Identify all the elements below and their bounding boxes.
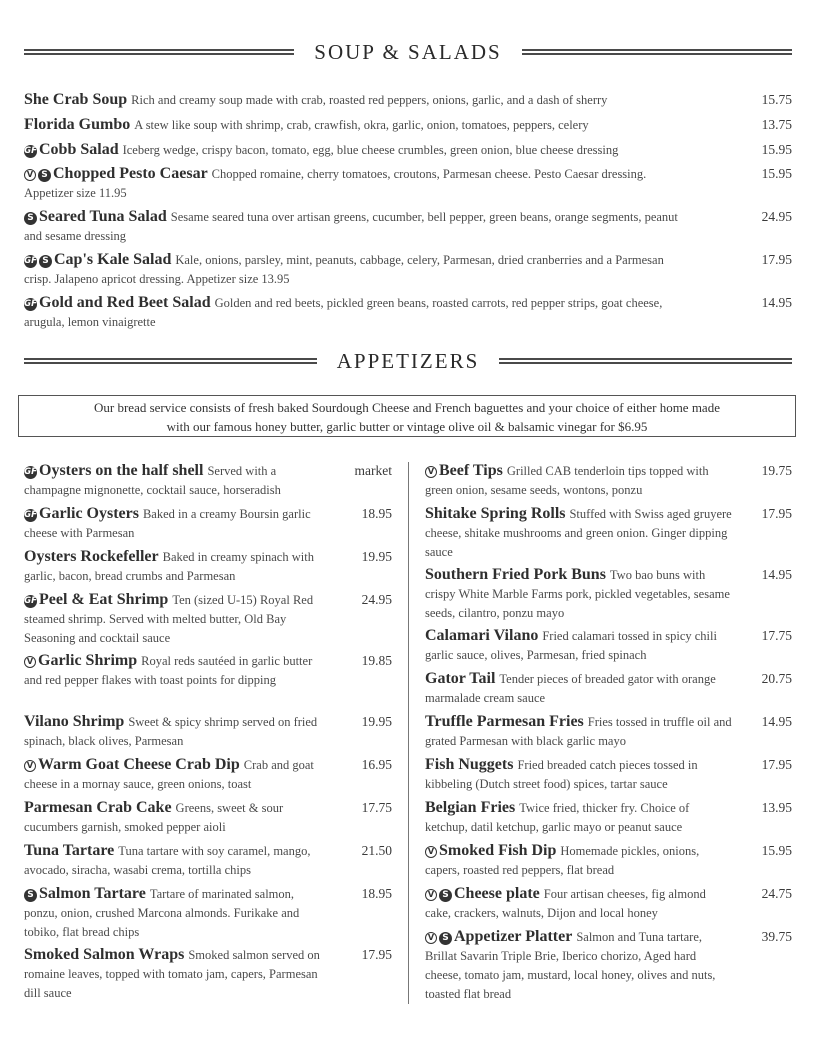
- menu-item-text: [425, 841, 735, 880]
- menu-item-text: [24, 461, 324, 500]
- pepper-icon: V: [425, 466, 437, 478]
- menu-item-description: Kale, onions, parsley, mint, peanuts, cabbage, celery, Parmesan, dried cranberries and a Parmesan crisp. Jalapeno apricot dressing. Appetizer size 13.95: [24, 253, 664, 286]
- menu-item-price: 13.75: [761, 117, 792, 132]
- seafood-icon: S: [39, 255, 52, 268]
- menu-item-description: Tartare of marinated salmon, ponzu, onion, crushed Marcona almonds. Furikake and tobiko, flat bread chips: [24, 887, 300, 939]
- seafood-icon: S: [24, 212, 37, 225]
- menu-item-description: Rich and creamy soup made with crab, roasted red peppers, onions, garlic, and a dash of sherry: [131, 93, 608, 107]
- menu-item-name: Seared Tuna Salad: [39, 208, 167, 225]
- menu-item-price: 14.95: [761, 714, 792, 729]
- menu-item-description: Two bao buns with crispy White Marble Farms pork, pickled vegetables, sesame seeds, cilantro, ponzu mayo: [425, 568, 730, 620]
- gluten-free-icon: GF: [24, 146, 37, 156]
- gluten-free-icon: GF: [24, 467, 37, 477]
- menu-item-text: [24, 547, 324, 586]
- header-rule-right: [499, 358, 792, 364]
- menu-item-text: [425, 927, 735, 1004]
- pepper-icon: V: [24, 760, 36, 772]
- menu-item-text: [24, 140, 689, 160]
- pepper-icon: V: [425, 846, 437, 858]
- pepper-icon: V: [24, 656, 36, 668]
- menu-item-price: market: [354, 463, 392, 478]
- menu-item: [425, 798, 792, 837]
- menu-item-name: Smoked Fish Dip: [439, 842, 557, 859]
- menu-item-description: Served with a champagne mignonette, cocktail sauce, horseradish: [24, 464, 281, 497]
- menu-item: [425, 669, 792, 708]
- menu-item-name: Cap's Kale Salad: [54, 251, 172, 268]
- menu-item: [425, 927, 792, 1004]
- menu-item: [425, 841, 792, 880]
- menu-item-name: Calamari Vilano: [425, 627, 539, 644]
- menu-item: [24, 115, 792, 135]
- menu-item-description: Salmon and Tuna tartare, Brillat Savarin Triple Brie, Iberico chorizo, Aged hard cheese, tomato jam, mustard, local honey, olives and nuts, toasted flat bread: [425, 930, 716, 1001]
- menu-item-description: Golden and red beets, pickled green beans, roasted carrots, red pepper strips, goat cheese, arugula, lemon vinaigrette: [24, 296, 663, 329]
- menu-item-text: [24, 651, 324, 690]
- menu-item-description: Fries tossed in truffle oil and grated Parmesan with black garlic mayo: [425, 715, 732, 748]
- menu-item: [24, 547, 392, 586]
- menu-item-name: Belgian Fries: [425, 799, 516, 816]
- menu-item: [425, 565, 792, 623]
- menu-item-description: Homemade pickles, onions, capers, roasted red peppers, flat bread: [425, 844, 700, 877]
- menu-item-name: Gold and Red Beet Salad: [39, 294, 211, 311]
- menu-item-description: Grilled CAB tenderloin tips topped with green onion, sesame seeds, wontons, ponzu: [425, 464, 709, 497]
- menu-item: [24, 945, 392, 1003]
- menu-item-price: 15.95: [761, 166, 792, 181]
- menu-item-price: 17.75: [761, 628, 792, 643]
- menu-item-text: [24, 504, 324, 543]
- appetizers-header: [24, 346, 792, 376]
- menu-item-name: Salmon Tartare: [39, 885, 146, 902]
- menu-item-price: 19.95: [361, 714, 392, 729]
- menu-item-name: Garlic Oysters: [39, 505, 139, 522]
- notice-line-2: with our famous honey butter, garlic butter or vintage olive oil & balsamic vinegar for $6.95: [166, 419, 648, 434]
- menu-item-name: Oysters on the half shell: [39, 462, 204, 479]
- menu-item-price: 13.95: [761, 800, 792, 815]
- header-rule-right: [522, 49, 792, 55]
- menu-item-price: 17.95: [761, 252, 792, 267]
- menu-item-price: 17.75: [361, 800, 392, 815]
- menu-item-name: Shitake Spring Rolls: [425, 505, 566, 522]
- menu-item-text: [425, 461, 735, 500]
- menu-item-price: 19.95: [361, 549, 392, 564]
- menu-item-description: Baked in a creamy Boursin garlic cheese with Parmesan: [24, 507, 311, 540]
- menu-item: [24, 207, 792, 246]
- menu-item-price: 19.85: [361, 653, 392, 668]
- menu-item: [24, 651, 392, 690]
- gluten-free-icon: GF: [24, 256, 37, 266]
- menu-item-description: Sweet & spicy shrimp served on fried spinach, black olives, Parmesan: [24, 715, 318, 748]
- menu-item-price: 17.95: [761, 506, 792, 521]
- menu-item-text: [425, 565, 735, 623]
- menu-item: [24, 755, 392, 794]
- menu-item: [24, 164, 792, 203]
- menu-item-description: Tender pieces of breaded gator with orange marmalade cream sauce: [425, 672, 716, 705]
- menu-item-price: 15.75: [761, 92, 792, 107]
- menu-item: [425, 461, 792, 500]
- menu-item-text: [24, 164, 689, 203]
- menu-item: [24, 884, 392, 942]
- bread-service-notice: [18, 395, 796, 437]
- menu-item-name: Garlic Shrimp: [38, 652, 138, 669]
- menu-item-description: Baked in creamy spinach with garlic, bacon, bread crumbs and Parmesan: [24, 550, 314, 583]
- menu-item-price: 16.95: [361, 757, 392, 772]
- menu-item-description: Iceberg wedge, crispy bacon, tomato, egg, blue cheese crumbles, green onion, blue cheese dressing: [122, 143, 619, 157]
- menu-item-text: [24, 207, 689, 246]
- menu-item-name: Gator Tail: [425, 670, 496, 687]
- menu-item: [24, 590, 392, 648]
- menu-item: [24, 798, 392, 837]
- pepper-icon: V: [425, 889, 437, 901]
- menu-item: [24, 250, 792, 289]
- menu-item-price: 15.95: [761, 843, 792, 858]
- section-title-appetizers: APPETIZERS: [336, 348, 480, 373]
- menu-item-text: [24, 945, 324, 1003]
- menu-item: [24, 461, 392, 500]
- menu-item-text: [425, 504, 735, 562]
- menu-item-description: Sesame seared tuna over artisan greens, cucumber, bell pepper, green beans, orange segments, peanut and sesame dressing: [24, 210, 678, 243]
- section-title-soups: SOUP & SALADS: [314, 39, 502, 64]
- menu-item-price: 14.95: [761, 295, 792, 310]
- menu-item-text: [24, 293, 689, 332]
- menu-item-description: Crab and goat cheese in a mornay sauce, green onions, toast: [24, 758, 314, 791]
- soup-salads-header: [24, 37, 792, 67]
- menu-item-text: [24, 590, 324, 648]
- menu-item-name: Appetizer Platter: [454, 928, 573, 945]
- menu-item-name: Truffle Parmesan Fries: [425, 713, 584, 730]
- menu-item-text: [425, 712, 735, 751]
- seafood-icon: S: [38, 169, 51, 182]
- menu-item-price: 14.95: [761, 567, 792, 582]
- header-rule-left: [24, 358, 317, 364]
- menu-item-price: 20.75: [761, 671, 792, 686]
- menu-item: [425, 755, 792, 794]
- column-divider: [408, 462, 409, 1004]
- menu-item-description: A stew like soup with shrimp, crab, crawfish, okra, garlic, onion, tomatoes, peppers, celery: [134, 118, 589, 132]
- menu-item-description: Chopped romaine, cherry tomatoes, croutons, Parmesan cheese. Pesto Caesar dressing. Appetizer size 11.95: [24, 167, 647, 200]
- gluten-free-icon: GF: [24, 510, 37, 520]
- menu-item-price: 18.95: [361, 506, 392, 521]
- menu-item-description: Twice fried, thicker fry. Choice of ketchup, datil ketchup, garlic mayo or peanut sauce: [425, 801, 690, 834]
- menu-item-text: [24, 798, 324, 837]
- menu-item-text: [24, 755, 324, 794]
- menu-item: [425, 626, 792, 665]
- pepper-icon: V: [24, 169, 36, 181]
- menu-item: [24, 841, 392, 880]
- menu-item-price: 24.95: [361, 592, 392, 607]
- menu-item-description: Tuna tartare with soy caramel, mango, avocado, siracha, wasabi crema, tortilla chips: [24, 844, 311, 877]
- gluten-free-icon: GF: [24, 299, 37, 309]
- menu-item-name: Smoked Salmon Wraps: [24, 946, 185, 963]
- menu-item-name: Oysters Rockefeller: [24, 548, 159, 565]
- menu-item-name: Florida Gumbo: [24, 116, 131, 133]
- menu-item-name: Southern Fried Pork Buns: [425, 566, 606, 583]
- menu-item-price: 21.50: [361, 843, 392, 858]
- menu-item-name: Parmesan Crab Cake: [24, 799, 172, 816]
- menu-item-text: [24, 841, 324, 880]
- pepper-icon: V: [425, 932, 437, 944]
- menu-item-price: 39.75: [761, 929, 792, 944]
- menu-item-description: Fried calamari tossed in spicy chili garlic sauce, olives, Parmesan, fried spinach: [425, 629, 717, 662]
- menu-item-text: [24, 712, 324, 751]
- notice-line-1: Our bread service consists of fresh baked Sourdough Cheese and French baguettes and your choice of either home made: [94, 400, 720, 415]
- menu-item-description: Greens, sweet & sour cucumbers garnish, smoked pepper aioli: [24, 801, 284, 834]
- menu-item-description: Smoked salmon served on romaine leaves, topped with tomato jam, capers, Parmesan dill sauce: [24, 948, 320, 1000]
- menu-item-name: Vilano Shrimp: [24, 713, 125, 730]
- menu-item: [425, 884, 792, 923]
- menu-item-name: Cobb Salad: [39, 141, 119, 158]
- menu-item-price: 15.95: [761, 142, 792, 157]
- menu-item: [425, 504, 792, 562]
- gluten-free-icon: GF: [24, 596, 37, 606]
- seafood-icon: S: [24, 889, 37, 902]
- menu-item-text: [425, 755, 735, 794]
- menu-item-price: 18.95: [361, 886, 392, 901]
- header-rule-left: [24, 49, 294, 55]
- menu-item-text: [425, 884, 735, 923]
- seafood-icon: S: [439, 889, 452, 902]
- menu-item-name: Peel & Eat Shrimp: [39, 591, 169, 608]
- menu-item-text: [24, 884, 324, 942]
- seafood-icon: S: [439, 932, 452, 945]
- menu-item-text: [24, 250, 689, 289]
- menu-item: [24, 140, 792, 160]
- menu-item-text: [24, 90, 689, 110]
- menu-item-name: Warm Goat Cheese Crab Dip: [38, 756, 240, 773]
- menu-item-name: Chopped Pesto Caesar: [53, 165, 208, 182]
- menu-item-text: [425, 798, 735, 837]
- menu-item-name: Tuna Tartare: [24, 842, 115, 859]
- menu-item-text: [24, 115, 689, 135]
- menu-item-name: Cheese plate: [454, 885, 540, 902]
- menu-item-text: [425, 669, 735, 708]
- menu-item-text: [425, 626, 735, 665]
- menu-item-description: Fried breaded catch pieces tossed in kibbeling (Dutch street food) spices, tartar sauce: [425, 758, 698, 791]
- menu-item-price: 24.95: [761, 209, 792, 224]
- menu-item-price: 19.75: [761, 463, 792, 478]
- menu-item-name: Fish Nuggets: [425, 756, 514, 773]
- menu-item-description: Stuffed with Swiss aged gruyere cheese, shitake mushrooms and green onion. Ginger dipping sauce: [425, 507, 732, 559]
- menu-item: [425, 712, 792, 751]
- menu-item-description: Ten (sized U-15) Royal Red steamed shrimp. Served with melted butter, Old Bay Seasoning and cocktail sauce: [24, 593, 314, 645]
- menu-item: [24, 90, 792, 110]
- menu-item-price: 17.95: [761, 757, 792, 772]
- menu-item: [24, 712, 392, 751]
- menu-item-description: Four artisan cheeses, fig almond cake, crackers, walnuts, Dijon and local honey: [425, 887, 706, 920]
- menu-item-price: 17.95: [361, 947, 392, 962]
- menu-item: [24, 293, 792, 332]
- menu-item: [24, 504, 392, 543]
- menu-item-name: Beef Tips: [439, 462, 503, 479]
- menu-item-description: Royal reds sautéed in garlic butter and red pepper flakes with toast points for dipping: [24, 654, 313, 687]
- menu-item-price: 24.75: [761, 886, 792, 901]
- menu-item-name: She Crab Soup: [24, 91, 128, 108]
